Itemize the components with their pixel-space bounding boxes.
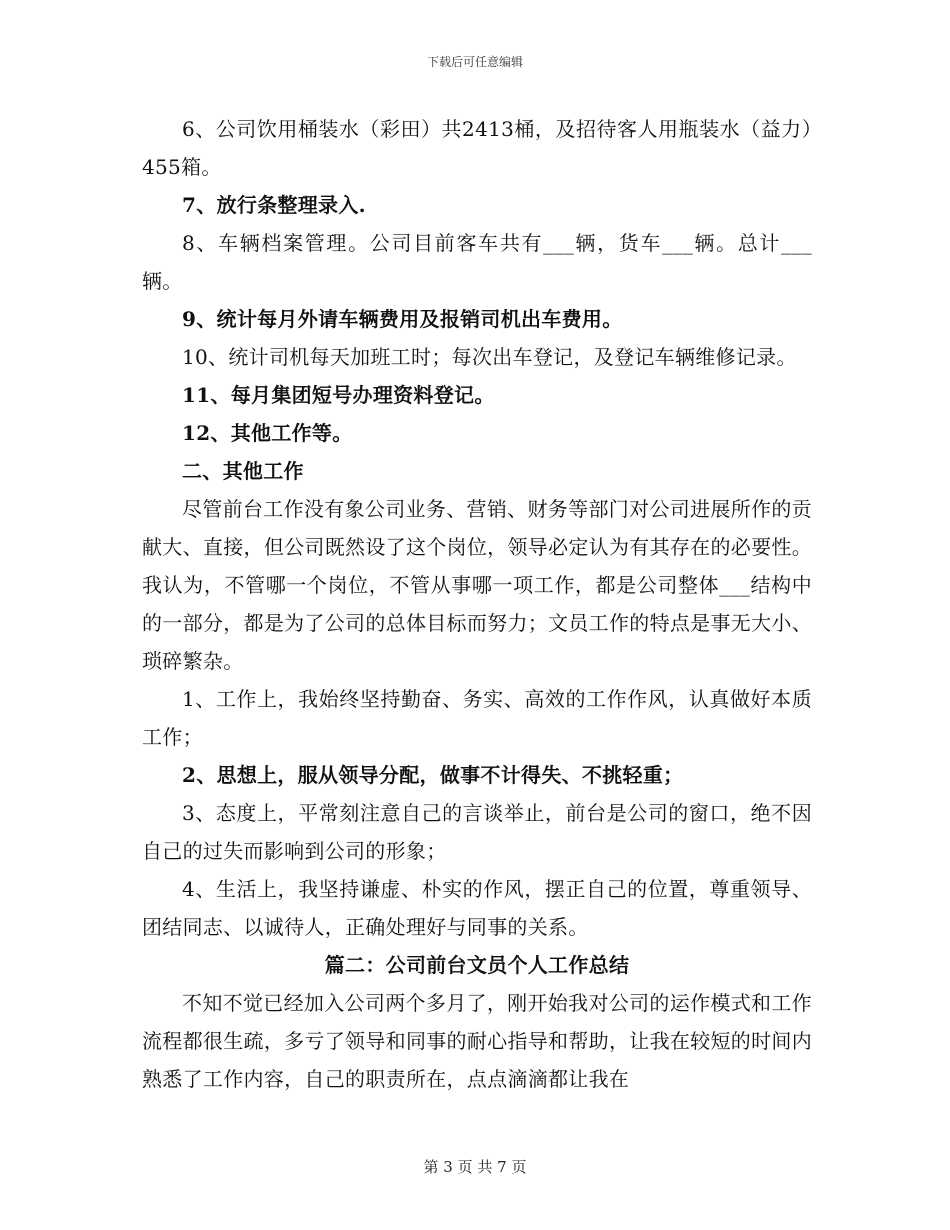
paragraph-item-8: 8、车辆档案管理。公司目前客车共有___辆，货车___辆。总计___辆。 bbox=[142, 231, 812, 293]
paragraph-item-11: 11、每月集团短号办理资料登记。 bbox=[182, 383, 495, 407]
paragraph-point-3: 3、态度上，平常刻注意自己的言谈举止，前台是公司的窗口，绝不因自己的过失而影响到公司的形象； bbox=[142, 801, 812, 863]
page-footer: 第 3 页 共 7 页 bbox=[423, 1158, 527, 1176]
paragraph-item-12: 12、其他工作等。 bbox=[182, 421, 353, 445]
chapter-title: 篇二：公司前台文员个人工作总结 bbox=[324, 953, 630, 977]
paragraph-item-6: 6、公司饮用桶装水（彩田）共2413桶，及招待客人用瓶装水（益力）455箱。 bbox=[142, 117, 812, 179]
paragraph-point-1: 1、工作上，我始终坚持勤奋、务实、高效的工作作风，认真做好本质工作； bbox=[142, 687, 812, 749]
paragraph-point-4: 4、生活上，我坚持谦虚、朴实的作风，摆正自己的位置，尊重领导、团结同志、以诚待人，正确处理好与同事的关系。 bbox=[142, 877, 812, 939]
paragraph-chapter-intro: 不知不觉已经加入公司两个多月了，刚开始我对公司的运作模式和工作流程都很生疏，多亏了领导和同事的耐心指导和帮助，让我在较短的时间内熟悉了工作内容，自己的职责所在，点点滴滴都让我在 bbox=[142, 991, 812, 1091]
paragraph-item-9: 9、统计每月外请车辆费用及报销司机出车费用。 bbox=[182, 307, 623, 331]
section-heading-other-work: 二、其他工作 bbox=[182, 459, 304, 483]
paragraph-front-desk-intro: 尽管前台工作没有象公司业务、营销、财务等部门对公司进展所作的贡献大、直接，但公司既然设了这个岗位，领导必定认为有其存在的必要性。我认为，不管哪一个岗位，不管从事哪一项工作，都是公司整体___结构中的一部分，都是为了公司的总体目标而努力；文员工作的特点是事无大小、琐碎繁杂。 bbox=[142, 497, 812, 673]
paragraph-point-2: 2、思想上，服从领导分配，做事不计得失、不挑轻重； bbox=[182, 763, 684, 787]
paragraph-item-7: 7、放行条整理录入. bbox=[182, 193, 366, 217]
document-body bbox=[142, 110, 812, 1098]
paragraph-item-10: 10、统计司机每天加班工时；每次出车登记，及登记车辆维修记录。 bbox=[182, 345, 797, 369]
page-header: 下载后可任意编辑 bbox=[426, 55, 523, 69]
